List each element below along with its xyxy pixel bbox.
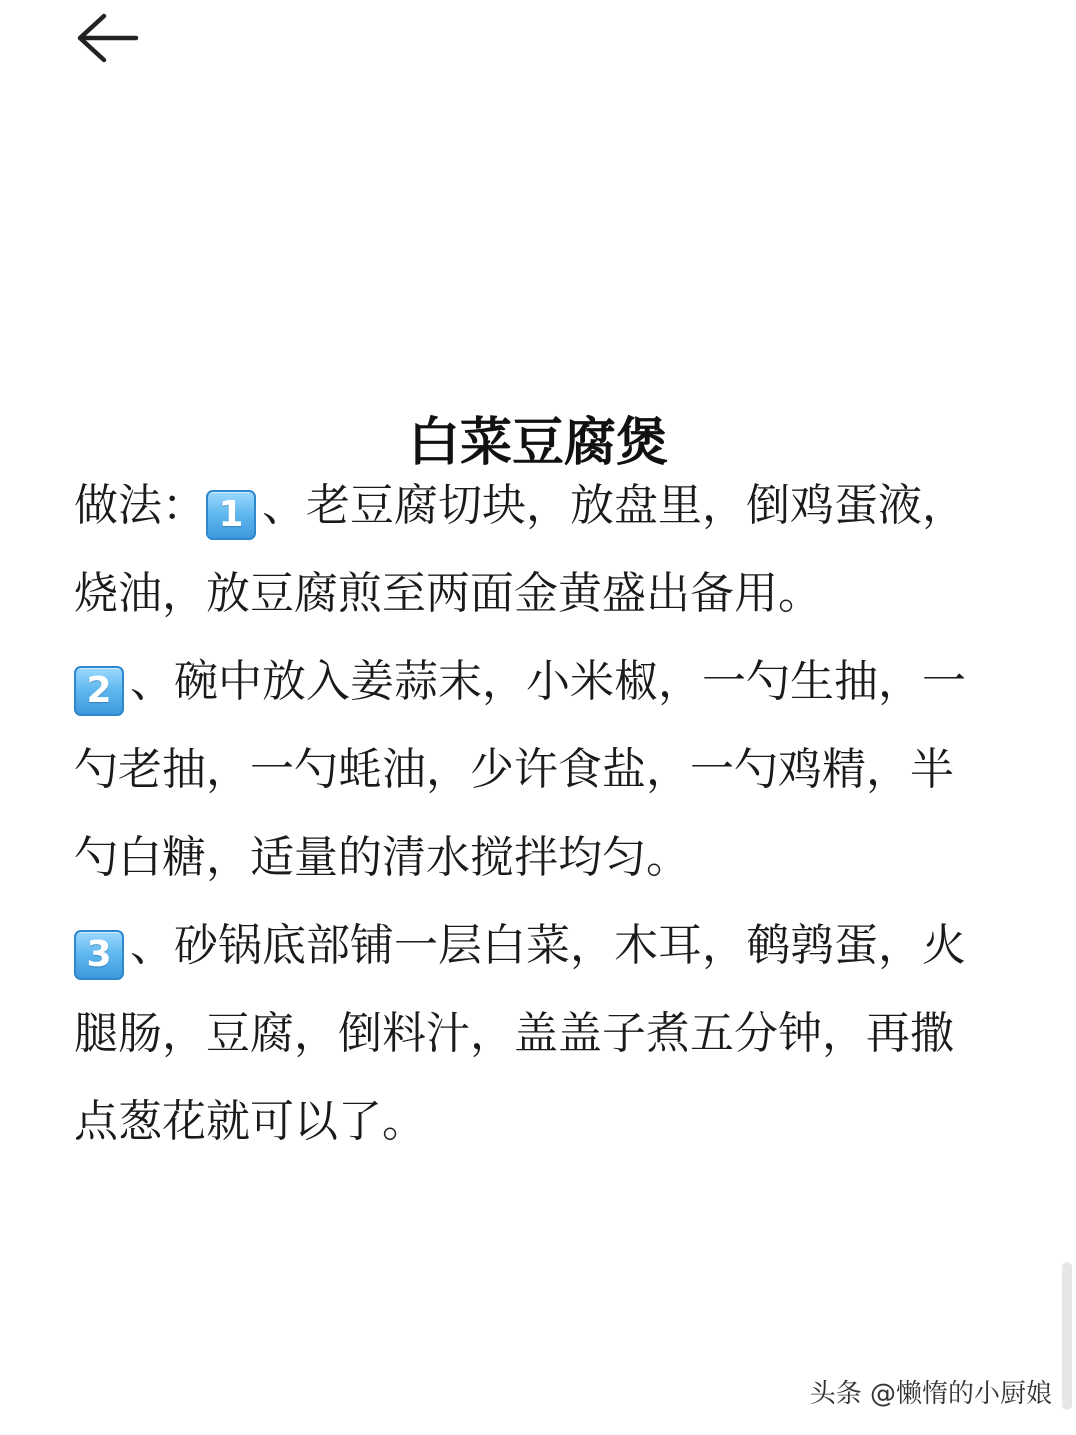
back-button[interactable]: [70, 8, 146, 72]
recipe-step-2: [74, 638, 984, 902]
watermark: 头条 @懒惰的小厨娘: [809, 1379, 1052, 1409]
step-number-3-badge: 3: [74, 930, 124, 980]
arrow-left-icon: [70, 8, 146, 72]
step-1-text: 、老豆腐切块，放盘里，倒鸡蛋液，烧油，放豆腐煎至两面金黄盛出备用。: [74, 480, 966, 619]
recipe-step-1: [74, 462, 984, 638]
scrollbar[interactable]: [1062, 1262, 1072, 1410]
method-label: 做法：: [74, 480, 206, 531]
recipe-steps: [74, 462, 984, 1166]
article-title: 白菜豆腐煲: [407, 412, 668, 473]
step-number-2-badge: 2: [74, 666, 124, 716]
step-2-text: 、碗中放入姜蒜末，小米椒，一勺生抽，一勺老抽，一勺蚝油，少许食盐，一勺鸡精，半勺白糖，适量的清水搅拌均匀。: [74, 656, 966, 883]
recipe-step-3: [74, 902, 984, 1166]
step-number-1-badge: 1: [206, 490, 256, 540]
step-3-text: 、砂锅底部铺一层白菜，木耳，鹌鹑蛋，火腿肠，豆腐，倒料汁，盖盖子煮五分钟，再撒点葱花就可以了。: [74, 920, 966, 1147]
